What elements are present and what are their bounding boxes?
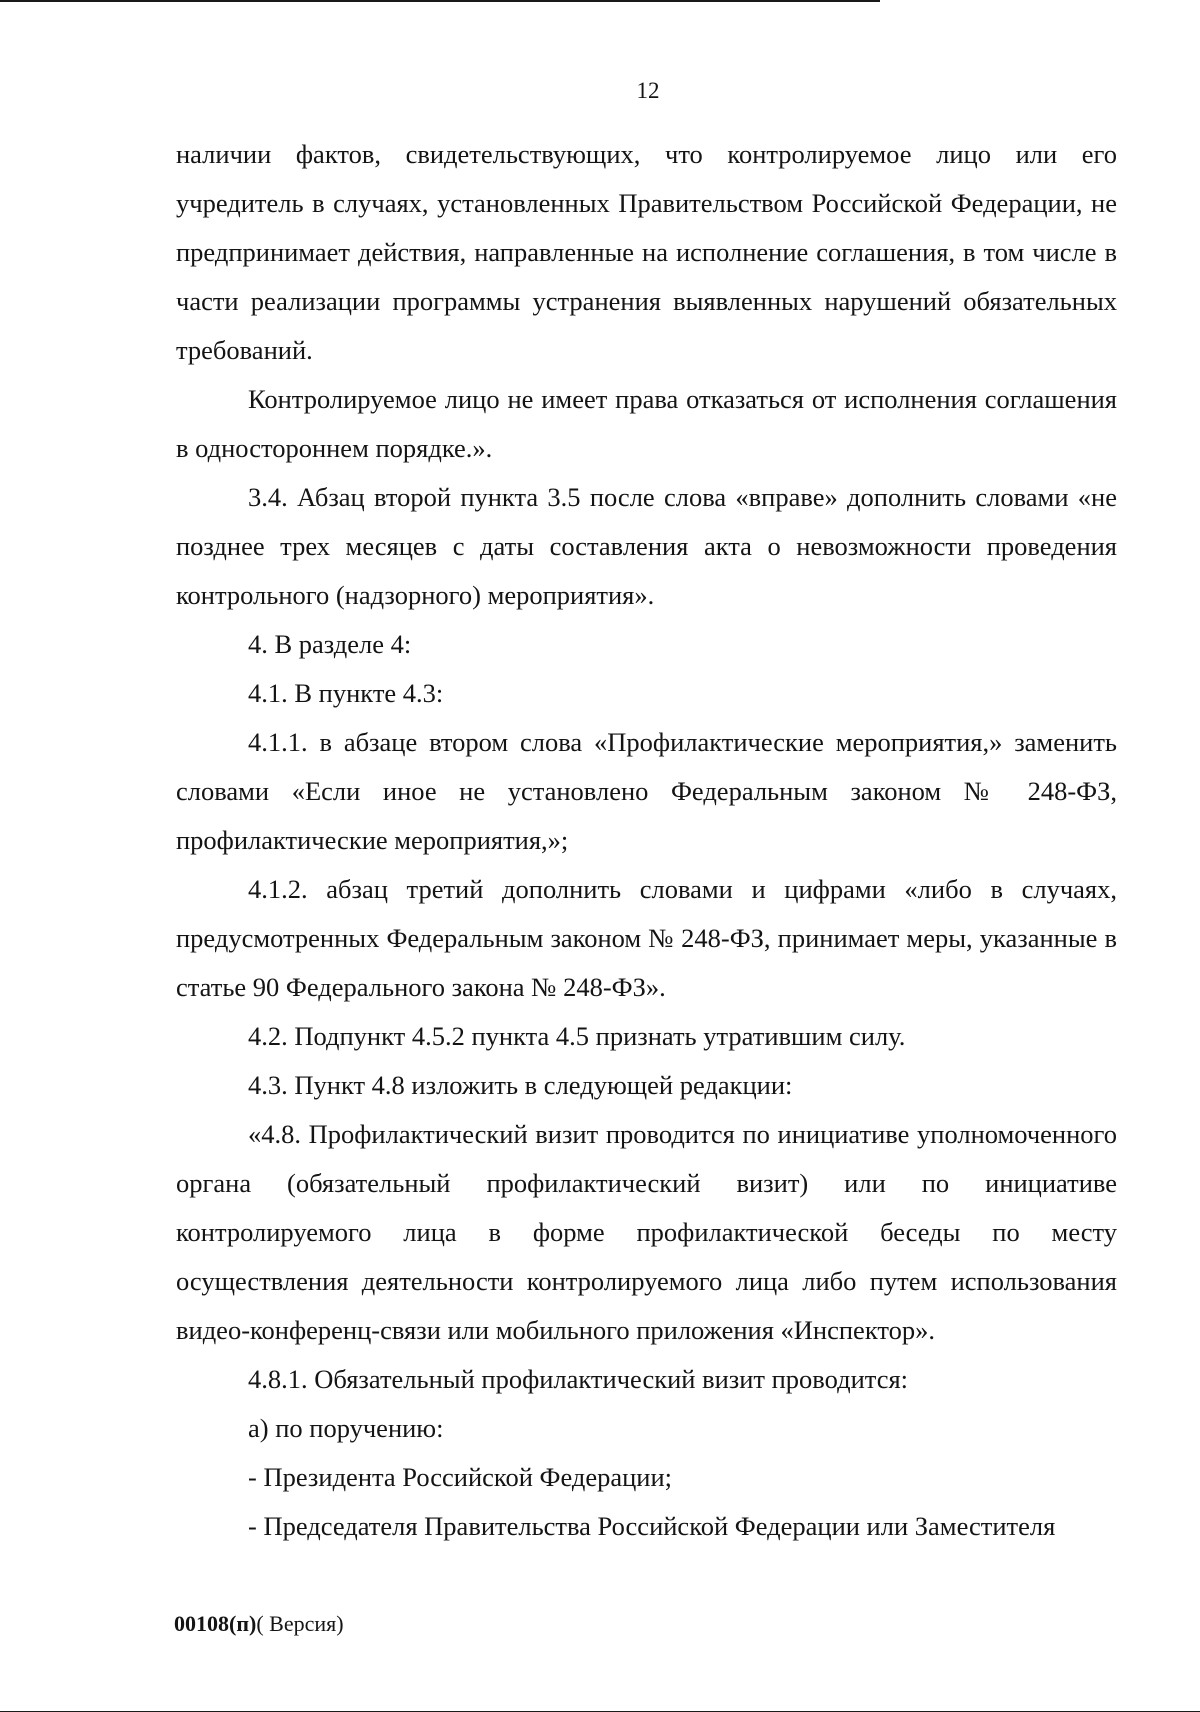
paragraph: - Председателя Правительства Российской Федерации или Заместителя bbox=[248, 1511, 1056, 1541]
paragraph: 4.3. Пункт 4.8 изложить в следующей редакции: bbox=[248, 1070, 793, 1100]
paragraph: 4. В разделе 4: bbox=[248, 629, 412, 659]
paragraph: 4.1. В пункте 4.3: bbox=[248, 678, 444, 708]
document-body bbox=[176, 130, 1117, 1551]
paragraph: а) по поручению: bbox=[248, 1413, 444, 1443]
paragraph: наличии фактов, свидетельствующих, что контролируемое лицо или его учредитель в случаях, установленных Правительством Российской Федерации, не предпринимает действия, направленные на исполнение соглашения, в том числе в части реализации программы устранения выявленных нарушений обязательных требований. bbox=[176, 139, 1117, 365]
document-footer bbox=[174, 1611, 344, 1637]
paragraph: 4.1.2. абзац третий дополнить словами и цифрами «либо в случаях, предусмотренных Федеральным законом № 248-ФЗ, принимает меры, указанные в статье 90 Федерального закона № 248-ФЗ». bbox=[176, 874, 1117, 1002]
page-number: 12 bbox=[636, 78, 660, 103]
paragraph: 4.2. Подпункт 4.5.2 пункта 4.5 признать утратившим силу. bbox=[248, 1021, 906, 1051]
document-version: ( Версия) bbox=[256, 1611, 344, 1636]
paragraph: - Президента Российской Федерации; bbox=[248, 1462, 673, 1492]
paragraph: 4.1.1. в абзаце втором слова «Профилактические мероприятия,» заменить словами «Если иное не установлено Федеральным законом № 248-ФЗ, профилактические мероприятия,»; bbox=[176, 727, 1117, 855]
paragraph: 4.8.1. Обязательный профилактический визит проводится: bbox=[248, 1364, 909, 1394]
document-code: 00108(п) bbox=[174, 1611, 257, 1636]
scan-edge-top bbox=[0, 0, 880, 2]
paragraph: Контролируемое лицо не имеет права отказаться от исполнения соглашения в одностороннем порядке.». bbox=[176, 384, 1117, 463]
paragraph: «4.8. Профилактический визит проводится по инициативе уполномоченного органа (обязательный профилактический визит) или по инициативе контролируемого лица в форме профилактической беседы по месту осуществления деятельности контролируемого лица либо путем использования видео-конференц-связи или мобильного приложения «Инспектор». bbox=[176, 1119, 1117, 1345]
paragraph: 3.4. Абзац второй пункта 3.5 после слова «вправе» дополнить словами «не позднее трех месяцев с даты составления акта о невозможности проведения контрольного (надзорного) мероприятия». bbox=[176, 482, 1117, 610]
